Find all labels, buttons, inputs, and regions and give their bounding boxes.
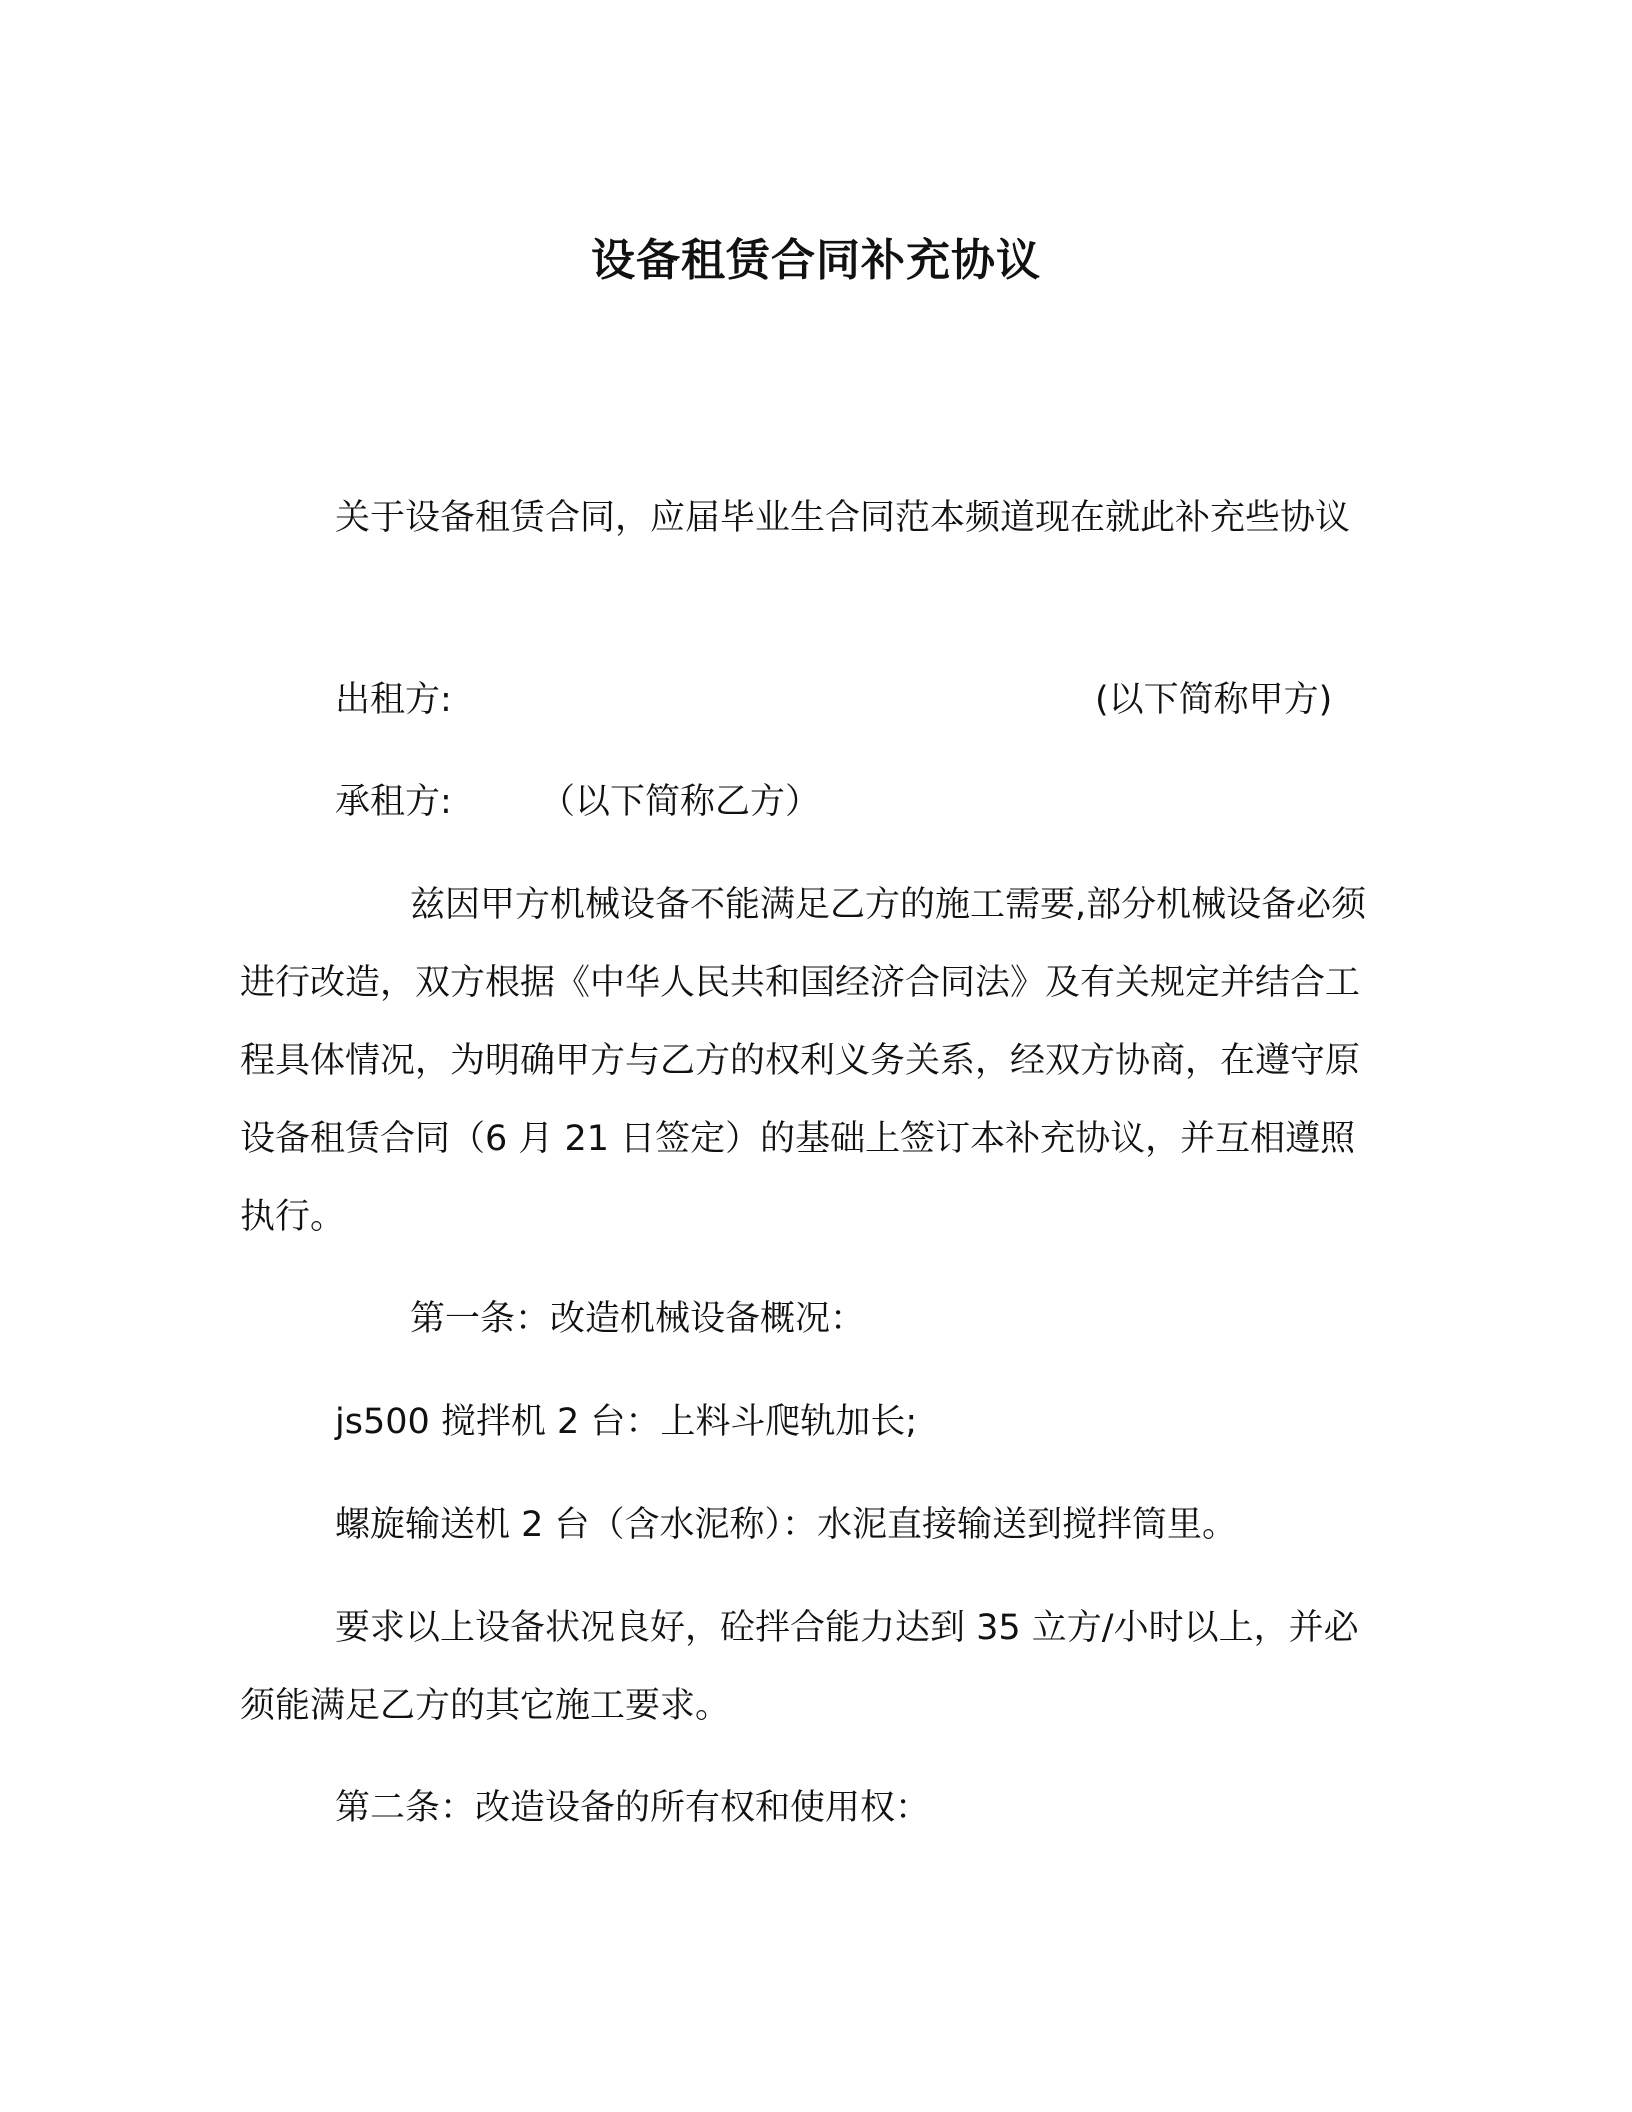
- article-1-heading: 第一条：改造机械设备概况：: [410, 1299, 866, 1339]
- preamble-paragraph: 兹因甲方机械设备不能满足乙方的施工需要,部分机械设备必须进行改造，双方根据《中华人民共和国经济合同法》及有关规定并结合工程具体情况，为明确甲方与乙方的权利义务关系，经双方协商，在遵守原设备租赁合同（6 月 21 日签定）的基础上签订本补充协议，并互相遵照执行。: [240, 885, 1367, 1237]
- lessor-suffix: (以下简称甲方): [1095, 680, 1333, 720]
- lessor-label: 出租方:: [335, 680, 452, 720]
- article-2-heading: 第二条：改造设备的所有权和使用权：: [335, 1788, 931, 1828]
- equipment-item-2: 螺旋输送机 2 台（含水泥称）：水泥直接输送到搅拌筒里。: [335, 1505, 1238, 1545]
- equipment-item-1: js500 搅拌机 2 台：上料斗爬轨加长;: [335, 1402, 918, 1442]
- lessee-suffix: （以下简称乙方）: [540, 782, 821, 822]
- document-title: 设备租赁合同补充协议: [591, 235, 1041, 286]
- lessee-label: 承租方:: [335, 782, 452, 822]
- requirement-paragraph: 要求以上设备状况良好，砼拌合能力达到 35 立方/小时以上，并必须能满足乙方的其它施工要求。: [240, 1608, 1359, 1726]
- intro-paragraph: 关于设备租赁合同，应届毕业生合同范本频道现在就此补充些协议: [335, 498, 1351, 538]
